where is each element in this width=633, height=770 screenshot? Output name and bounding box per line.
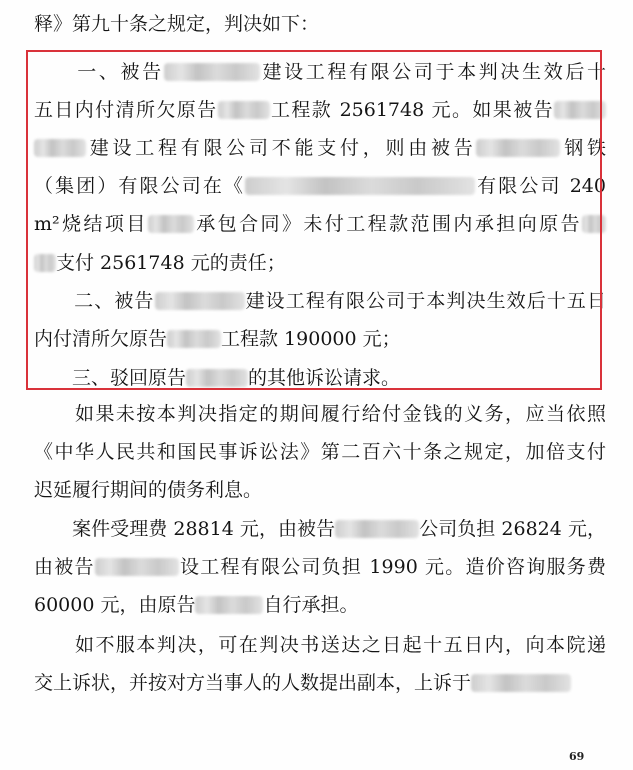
text-segment: 五日内付清所欠原告 (34, 99, 218, 121)
text-segment: 承包合同》未付工程款范围内承担向原告 (193, 213, 582, 235)
text-segment: 一、被告 (34, 61, 164, 83)
text-segment: 建设工程有限公司不能支付，则由被告 (86, 137, 477, 159)
text-segment: 由被告 (34, 556, 95, 578)
text-segment: 工程款 2561748 元。如果被告 (269, 99, 554, 121)
text-segment: 三、驳回原告 (34, 367, 187, 389)
text-segment: 交上诉状，并按对方当事人的人数提出副本，上诉于 (34, 672, 472, 694)
text-segment: 如果未按本判决指定的期间履行给付金钱的义务，应当依照 (34, 403, 606, 425)
text-line (34, 593, 606, 617)
redacted-name-blur (471, 674, 571, 692)
text-segment: （集团）有限公司在《 (34, 175, 246, 197)
text-line (34, 633, 606, 657)
text-segment: 有限公司 240 (475, 175, 606, 197)
text-segment: 支付 2561748 元的责任； (56, 252, 286, 274)
text-line (34, 478, 606, 502)
text-segment: 自行承担。 (263, 594, 359, 616)
text-segment: 建设工程有限公司于本判决生效后十 (259, 61, 606, 83)
text-segment: 公司负担 26824 元， (419, 518, 606, 540)
text-segment: 建设工程有限公司于本判决生效后十五日 (244, 290, 606, 312)
text-line (34, 12, 606, 36)
text-segment: 释》第九十条之规定，判决如下： (34, 13, 320, 35)
redacted-name-blur (195, 596, 263, 614)
text-line (34, 555, 606, 579)
text-segment: 设工程有限公司负担 1990 元。造价咨询服务费 (178, 556, 606, 578)
text-line (34, 402, 606, 426)
text-line (34, 440, 606, 464)
redacted-name-blur (335, 520, 419, 538)
red-highlight-box (26, 50, 602, 390)
text-segment: 二、被告 (34, 290, 155, 312)
text-segment: 60000 元，由原告 (34, 594, 196, 616)
page-number: 69 (569, 750, 585, 763)
text-segment: 工程款 190000 元； (221, 328, 401, 350)
text-segment: 迟延履行期间的债务利息。 (34, 479, 263, 501)
text-segment: 内付清所欠原告 (34, 328, 168, 350)
text-segment: 案件受理费 28814 元，由被告 (34, 518, 336, 540)
text-segment: 钢铁 (560, 137, 606, 159)
text-segment: 的其他诉讼请求。 (248, 367, 401, 389)
text-line (34, 517, 606, 541)
text-segment: m²烧结项目 (34, 213, 148, 235)
redacted-name-blur (95, 558, 179, 576)
text-line (34, 671, 606, 695)
text-segment: 如不服本判决，可在判决书送达之日起十五日内，向本院递 (34, 634, 606, 656)
text-segment: 《中华人民共和国民事诉讼法》第二百六十条之规定，加倍支付 (34, 441, 606, 463)
